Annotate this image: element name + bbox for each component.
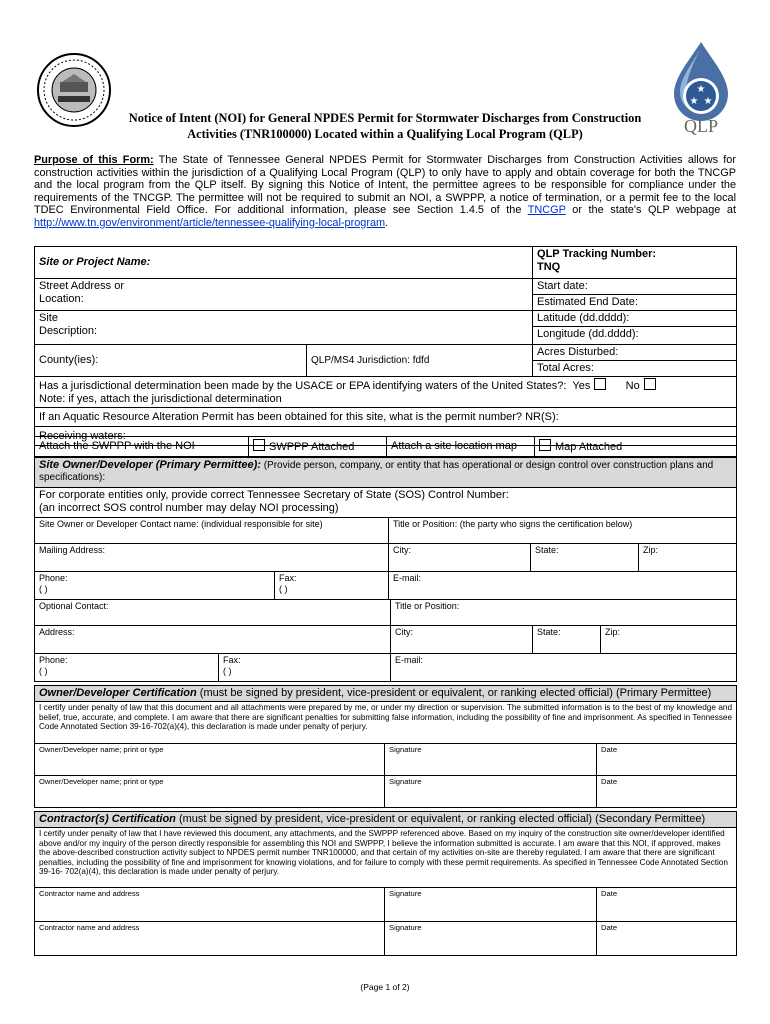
site-description-field[interactable]: [35, 311, 533, 345]
purpose-paragraph: [34, 154, 736, 230]
site-label: Site: [39, 312, 58, 324]
optional-city-field[interactable]: [391, 626, 533, 654]
owner-phone-parens: ( ): [39, 584, 48, 594]
owner-title-label: Title or Position: (the party who signs the certification below): [393, 519, 633, 529]
location-label: Location:: [39, 293, 84, 305]
attach-swppp-label: Attach the SWPPP with the NOI: [39, 440, 195, 452]
contractor-cert-heading-note: (must be signed by president, vice-president or equivalent, or ranking elected official) (Secondary Permittee): [175, 813, 706, 825]
owner-city-field[interactable]: [389, 544, 531, 572]
contractor-signature-field-1[interactable]: [385, 888, 597, 922]
owner-zip-label: Zip:: [643, 545, 659, 555]
owner-name-field-2[interactable]: [35, 776, 385, 808]
end-date-label: Estimated End Date:: [537, 296, 638, 308]
form-title-line2: Activities (TNR100000) Located within a Qualifying Local Program (QLP): [187, 127, 583, 141]
owner-title-field[interactable]: [389, 518, 737, 544]
contractor-name-label-1: Contractor name and address: [39, 889, 140, 898]
owner-cert-heading-cell: [35, 686, 737, 702]
optional-fax-parens: ( ): [223, 666, 232, 676]
attach-swppp-cell: [35, 437, 249, 457]
owner-phone-field[interactable]: [35, 572, 275, 600]
swppp-attached-checkbox[interactable]: [253, 439, 265, 451]
start-date-label: Start date:: [537, 280, 588, 292]
optional-state-field[interactable]: [533, 626, 601, 654]
owner-name-field-1[interactable]: [35, 744, 385, 776]
optional-phone-label: Phone:: [39, 655, 68, 665]
contractor-cert-heading: Contractor(s) Certification: [39, 813, 176, 825]
yes-label: Yes: [572, 380, 591, 392]
optional-title-label: Title or Position:: [395, 601, 460, 611]
optional-state-label: State:: [537, 627, 561, 637]
jd-note: Note: if yes, attach the jurisdictional determination: [39, 393, 282, 405]
owner-date-field-1[interactable]: [597, 744, 737, 776]
county-label: County(ies):: [39, 354, 99, 366]
attach-map-label: Attach a site location map: [391, 440, 517, 452]
contractor-date-label-2: Date: [601, 923, 618, 932]
contractor-date-field-2[interactable]: [597, 922, 737, 956]
owner-cert-text-cell: [35, 702, 737, 744]
contractor-signature-field-2[interactable]: [385, 922, 597, 956]
purpose-text-2: or the state's QLP webpage at: [565, 204, 737, 217]
form-title: [110, 110, 660, 142]
optional-fax-field[interactable]: [219, 654, 391, 682]
acres-disturbed-field[interactable]: [533, 345, 737, 361]
qlp-tracking-value: TNQ: [537, 261, 561, 273]
form-title-line1: Notice of Intent (NOI) for General NPDES Permit for Stormwater Discharges from Construction: [128, 111, 642, 125]
attach-map-cell: [387, 437, 535, 457]
attachments-table: [34, 436, 737, 457]
optional-zip-field[interactable]: [601, 626, 737, 654]
site-info-table: [34, 246, 737, 446]
contractor-certification-table: [34, 811, 737, 956]
latitude-label: Latitude (dd.dddd):: [537, 312, 630, 324]
contractor-cert-heading-cell: [35, 812, 737, 828]
no-checkbox[interactable]: [644, 378, 656, 390]
acres-disturbed-label: Acres Disturbed:: [537, 346, 619, 358]
owner-signature-label-2: Signature: [389, 777, 422, 786]
yes-checkbox[interactable]: [594, 378, 606, 390]
longitude-label: Longitude (dd.dddd):: [537, 328, 639, 340]
purpose-label: Purpose of this Form:: [34, 154, 154, 166]
end-date-field[interactable]: [533, 295, 737, 311]
owner-state-field[interactable]: [531, 544, 639, 572]
site-name-field[interactable]: [35, 247, 533, 279]
optional-email-field[interactable]: [391, 654, 737, 682]
jd-question: Has a jurisdictional determination been made by the USACE or EPA identifying waters of the United States?:: [39, 380, 567, 392]
contractor-signature-label-1: Signature: [389, 889, 422, 898]
total-acres-label: Total Acres:: [537, 362, 594, 374]
optional-zip-label: Zip:: [605, 627, 621, 637]
owner-name-label-1: Owner/Developer name; print or type: [39, 745, 164, 754]
arap-permit-field[interactable]: [35, 408, 737, 427]
optional-address-label: Address:: [39, 627, 75, 637]
receiving-waters-label: Receiving waters:: [39, 429, 126, 442]
optional-phone-parens: ( ): [39, 666, 48, 676]
contractor-name-field-1[interactable]: [35, 888, 385, 922]
owner-contact-name-label: Site Owner or Developer Contact name: (individual responsible for site): [39, 519, 323, 529]
map-attached-label: Map Attached: [555, 441, 623, 453]
owner-cert-heading: Owner/Developer Certification: [39, 687, 197, 699]
street-address-field[interactable]: [35, 279, 533, 311]
site-name-label: Site or Project Name:: [39, 256, 151, 268]
purpose-text-1: The State of Tennessee General NPDES Permit for Stormwater Discharges from Construction Activities allows for construction activities within the jurisdiction of a Qualifying Local Program (QLP) to only have to apply and obtain coverage for both the TNCGP and the local program from the QLP itself. By signing this Notice of Intent, the permittee agrees to be responsible for compliance under the requirements of the TNCGP. The permittee will not be required to submit an NOI, a SWPPP, a notice of termination, or a permit fee to the local TDEC Environmental Field Office. For additional information, please see Section 1.4.5 of the: [34, 154, 736, 217]
mailing-address-label: Mailing Address:: [39, 545, 106, 555]
qlp-webpage-link[interactable]: http://www.tn.gov/environment/article/tennessee-qualifying-local-program: [34, 216, 386, 229]
start-date-field[interactable]: [533, 279, 737, 295]
swppp-attached-label: SWPPP Attached: [269, 441, 355, 453]
owner-city-label: City:: [393, 545, 411, 555]
qlp-tracking-label: QLP Tracking Number:: [537, 248, 657, 260]
owner-heading: Site Owner/Developer (Primary Permittee):: [39, 459, 261, 471]
owner-date-field-2[interactable]: [597, 776, 737, 808]
owner-fax-field[interactable]: [275, 572, 389, 600]
owner-heading-note: (Provide person, company, or entity that has operational or design control over construction plans and specifications):: [39, 460, 714, 483]
owner-signature-label-1: Signature: [389, 745, 422, 754]
qlp-logo-text: QLP: [683, 116, 718, 136]
tncgp-link[interactable]: TNCGP: [527, 204, 566, 217]
optional-contact-label: Optional Contact:: [39, 601, 109, 611]
contractor-cert-text: I certify under penalty of law that I have reviewed this document, any attachments, and the SWPPP referenced above. Based on my inquiry of the construction site owner/developer identified above and/or my inquiry of the person directly responsible for assembling this NOI and SWPPP, I believe the information submitted is accurate. I am aware that this NOI, if approved, makes the above-described construction activity subject to NPDES permit number TNR100000, and that certain of my activities on-site are thereby regulated. I am aware that there are significant penalties, including the possibility of fine and imprisonment for knowing violations, and for failure to comply with these permit requirements. As specified in Tennessee Code Annotated Section 39-16- 702(a)(4), this declaration is made under penalty of perjury.: [39, 829, 728, 877]
owner-cert-heading-note: (must be signed by president, vice-president or equivalent, or ranking elected official) (Primary Permittee): [196, 687, 712, 699]
optional-contact-table: [34, 599, 737, 682]
owner-state-label: State:: [535, 545, 559, 555]
owner-signature-field-2[interactable]: [385, 776, 597, 808]
owner-contact-name-field[interactable]: [35, 518, 389, 544]
map-attached-checkbox[interactable]: [539, 439, 551, 451]
optional-email-label: E-mail:: [395, 655, 424, 665]
owner-certification-table: [34, 685, 737, 808]
contractor-date-label-1: Date: [601, 889, 618, 898]
owner-date-label-1: Date: [601, 745, 618, 754]
owner-date-label-2: Date: [601, 777, 618, 786]
optional-contact-field[interactable]: [35, 600, 391, 626]
county-field[interactable]: [35, 345, 307, 377]
qlp-tracking-field[interactable]: [533, 247, 737, 279]
svg-text:★: ★: [689, 96, 699, 107]
contractor-signature-label-2: Signature: [389, 923, 422, 932]
purpose-text-3: .: [385, 216, 389, 229]
arap-question: If an Aquatic Resource Alteration Permit has been obtained for this site, what is the permit number? NR(S):: [39, 410, 559, 423]
optional-phone-field[interactable]: [35, 654, 219, 682]
contractor-name-field-2[interactable]: [35, 922, 385, 956]
owner-fax-label: Fax:: [279, 573, 297, 583]
owner-phone-label: Phone:: [39, 573, 68, 583]
owner-email-field[interactable]: [389, 572, 737, 600]
swppp-attached-cell[interactable]: [249, 437, 387, 457]
tennessee-state-seal: [36, 52, 112, 128]
optional-fax-label: Fax:: [223, 655, 241, 665]
sos-control-number-field[interactable]: [35, 488, 737, 518]
jurisdiction-field[interactable]: [307, 345, 533, 377]
owner-heading-cell: [35, 458, 737, 488]
contractor-date-field-1[interactable]: [597, 888, 737, 922]
owner-cert-text: I certify under penalty of law that this document and all attachments were prepared by me, or under my direction or supervision. The submitted information is to the best of my knowledge and belief, true, accurate, and complete. I am aware that there are significant penalties for submitting false information, including the possibility of fine and imprisonment. As specified in Tennessee Code Annotated Section 39-16-702(a)(4), this declaration is made under penalty of perjury.: [39, 703, 733, 732]
sos-line-2: (an incorrect SOS control number may delay NOI processing): [39, 502, 339, 514]
mailing-address-field[interactable]: [35, 544, 389, 572]
owner-zip-field[interactable]: [639, 544, 737, 572]
qlp-logo: [668, 40, 734, 136]
jurisdictional-determination-row: [35, 377, 737, 408]
total-acres-field[interactable]: [533, 361, 737, 377]
svg-text:★: ★: [696, 84, 706, 95]
description-label: Description:: [39, 325, 98, 337]
svg-text:★: ★: [703, 96, 713, 107]
owner-fax-parens: ( ): [279, 584, 288, 594]
owner-email-label: E-mail:: [393, 573, 422, 583]
no-label: No: [625, 380, 640, 392]
map-attached-cell[interactable]: [535, 437, 737, 457]
page-number: (Page 1 of 2): [360, 982, 410, 992]
optional-title-field[interactable]: [391, 600, 737, 626]
contractor-cert-text-cell: [35, 828, 737, 888]
owner-signature-field-1[interactable]: [385, 744, 597, 776]
street-address-label: Street Address or: [39, 280, 124, 292]
optional-address-field[interactable]: [35, 626, 391, 654]
latitude-field[interactable]: [533, 311, 737, 327]
owner-name-label-2: Owner/Developer name; print or type: [39, 777, 164, 786]
jurisdiction-label: QLP/MS4 Jurisdiction: fdfd: [311, 354, 430, 366]
longitude-field[interactable]: [533, 327, 737, 345]
owner-table: [34, 457, 737, 600]
optional-city-label: City:: [395, 627, 414, 637]
contractor-name-label-2: Contractor name and address: [39, 923, 140, 932]
sos-line-1: For corporate entities only, provide correct Tennessee Secretary of State (SOS) Control Number:: [39, 489, 509, 501]
